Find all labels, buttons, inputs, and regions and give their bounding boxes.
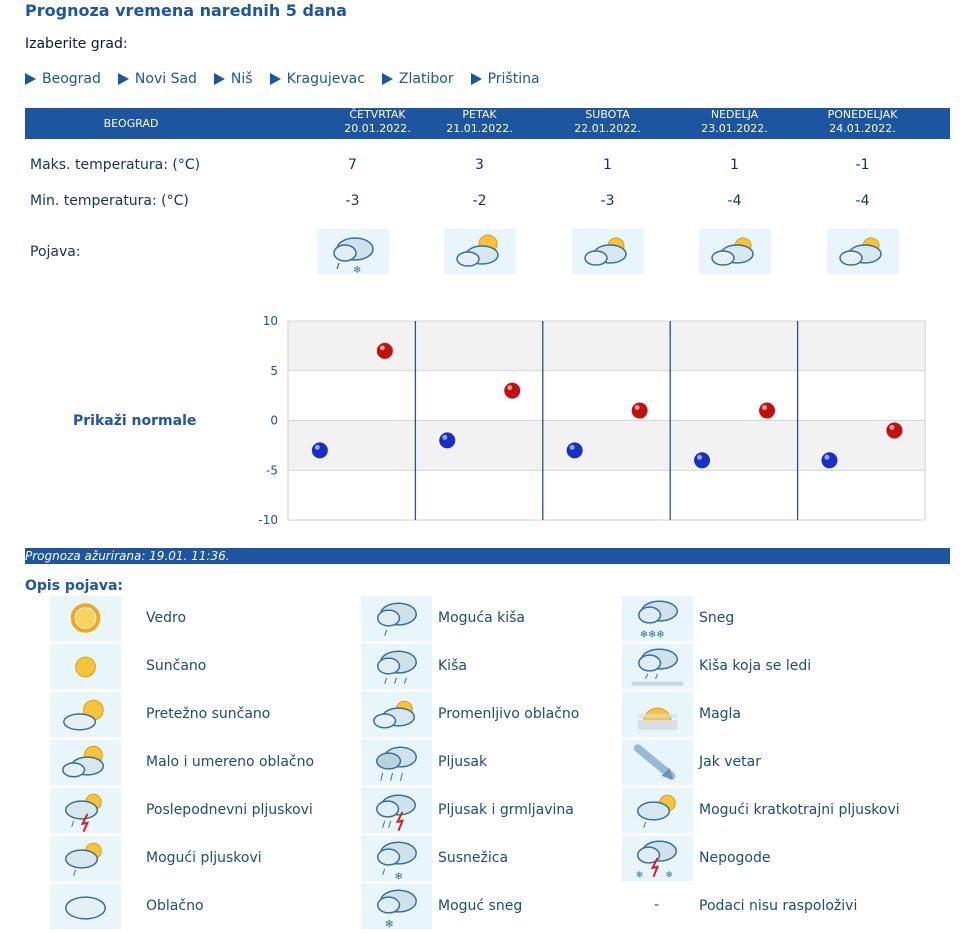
legend-label: Mogući pljuskovi: [146, 850, 262, 866]
fog-icon: [622, 692, 693, 737]
arrow-right-icon: [214, 73, 225, 85]
max-temp-point: [632, 403, 648, 419]
legend-label: Jak vetar: [699, 754, 761, 770]
day-name: PETAK: [462, 108, 497, 121]
legend-label: Oblačno: [146, 898, 204, 914]
legend-label: Mogući kratkotrajni pljuskovi: [699, 802, 900, 818]
min-temp-value: -3: [345, 193, 360, 209]
arrow-right-icon: [471, 73, 482, 85]
min-temp-value: -3: [600, 193, 615, 209]
day-header: [544, 108, 671, 136]
city-link-nis[interactable]: [214, 71, 253, 87]
y-tick-label: -10: [258, 513, 278, 527]
day-name: SUBOTA: [585, 108, 630, 121]
strong-wind-icon: [622, 740, 693, 785]
min-temp-point: [312, 442, 328, 458]
phenomenon-label: Pojava:: [30, 244, 81, 260]
y-tick-label: -5: [266, 463, 278, 478]
y-tick-label: 10: [262, 314, 278, 328]
little-moderate-cloudy-icon: [50, 740, 121, 785]
clear-sun-icon: [50, 596, 121, 641]
max-temp-value: 7: [348, 157, 357, 173]
legend-label: Sunčano: [146, 658, 207, 674]
city-list: [25, 71, 557, 87]
page-title: Prognoza vremena narednih 5 dana: [25, 1, 347, 20]
legend-label: Malo i umereno oblačno: [146, 754, 315, 770]
city-link-zlatibor[interactable]: [382, 71, 454, 87]
rain-icon: [361, 644, 432, 689]
variable-cloudy-icon: [699, 229, 771, 274]
chart-band: [288, 371, 925, 421]
point-highlight: [570, 445, 575, 450]
forecast-table-header: [25, 108, 950, 139]
max-temp-point: [759, 403, 775, 419]
point-highlight: [762, 405, 767, 410]
possible-brief-showers-icon: [622, 788, 693, 833]
arrow-right-icon: [118, 73, 129, 85]
min-temp-value: -4: [727, 193, 742, 209]
temperature-chart: [0, 300, 975, 540]
max-temp-label: Maks. temperatura: (°C): [30, 157, 201, 173]
legend-label: Kiša koja se ledi: [699, 658, 812, 674]
city-link-pristina[interactable]: [471, 71, 540, 87]
min-temp-point: [567, 442, 583, 458]
min-temp-value: -4: [855, 193, 870, 209]
city-label: Niš: [230, 71, 253, 87]
legend-label: Podaci nisu raspoloživi: [699, 898, 858, 914]
max-temp-value: -1: [855, 157, 870, 173]
legend-label: Vedro: [146, 610, 187, 626]
min-temp-point: [821, 452, 837, 468]
min-temp-point: [694, 452, 710, 468]
day-header: [671, 108, 798, 136]
point-highlight: [442, 435, 447, 440]
variable-cloudy-icon: [572, 229, 644, 274]
legend-label: Magla: [699, 706, 742, 722]
point-highlight: [889, 425, 894, 430]
forecast-updated-text: Prognoza ažurirana: 19.01. 11:36.: [25, 549, 230, 563]
legend-label: Pretežno sunčano: [146, 706, 271, 722]
show-normals-link[interactable]: Prikaži normale: [73, 413, 197, 429]
arrow-right-icon: [25, 73, 36, 85]
possible-showers-icon: [50, 836, 121, 881]
legend-label: Moguć sneg: [438, 898, 523, 914]
day-date: 20.01.2022.: [344, 122, 411, 135]
point-highlight: [507, 385, 512, 390]
max-temp-value: 3: [475, 157, 484, 173]
afternoon-showers-icon: [50, 788, 121, 833]
variable-cloudy-icon: [361, 692, 432, 737]
city-label: Beograd: [42, 71, 101, 87]
day-name: ČETVRTAK: [349, 108, 406, 121]
city-label: Kragujevac: [286, 71, 365, 87]
day-date: 23.01.2022.: [701, 122, 768, 135]
point-highlight: [315, 445, 320, 450]
variable-cloudy-icon: [827, 229, 899, 274]
snow-icon: [622, 596, 693, 641]
max-temp-value: 1: [730, 157, 739, 173]
day-name: PONEDELJAK: [827, 108, 898, 121]
legend-title: Opis pojava:: [25, 578, 123, 594]
storms-icon: [622, 836, 693, 881]
svg-text:❄: ❄: [394, 871, 403, 881]
legend-label: Susnežica: [438, 850, 509, 866]
day-header: [416, 108, 543, 136]
legend-label: Pljusak i grmljavina: [438, 802, 574, 818]
sleet-icon: [361, 836, 432, 881]
point-highlight: [824, 455, 829, 460]
possible-rain-icon: [361, 596, 432, 641]
legend-label: Nepogode: [699, 850, 771, 866]
day-header: [799, 108, 926, 136]
legend-label: Promenljivo oblačno: [438, 706, 580, 722]
min-temp-value: -2: [472, 193, 487, 209]
point-highlight: [697, 455, 702, 460]
sunny-icon: [50, 644, 121, 689]
legend-label: Sneg: [699, 610, 735, 626]
day-date: 21.01.2022.: [446, 122, 513, 135]
day-date: 24.01.2022.: [829, 122, 896, 135]
city-link-beograd[interactable]: [25, 71, 101, 87]
svg-text:❄: ❄: [635, 870, 644, 881]
choose-city-label: Izaberite grad:: [25, 36, 128, 52]
min-temp-label: Min. temperatura: (°C): [30, 193, 189, 209]
chart-band: [288, 470, 925, 520]
legend-label: Poslepodnevni pljuskovi: [146, 802, 313, 818]
possible-snow-icon: [317, 229, 389, 274]
legend-label: Kiša: [438, 658, 467, 674]
svg-text:❄❄❄: ❄❄❄: [639, 629, 665, 641]
arrow-right-icon: [270, 73, 281, 85]
possible-snow-icon: [361, 884, 432, 929]
shower-icon: [361, 740, 432, 785]
day-name: NEDELJA: [710, 108, 759, 121]
y-tick-label: 5: [270, 363, 278, 378]
legend-label: Pljusak: [438, 754, 488, 770]
city-label: Priština: [487, 71, 540, 87]
city-header: BEOGRAD: [103, 117, 159, 130]
min-temp-point: [439, 432, 455, 448]
mostly-sunny-icon: [50, 692, 121, 737]
arrow-right-icon: [382, 73, 393, 85]
y-tick-label: 0: [270, 413, 278, 428]
max-temp-point: [886, 422, 902, 438]
svg-text:❄: ❄: [384, 917, 394, 929]
cloudy-icon: [50, 884, 121, 929]
city-label: Zlatibor: [398, 71, 454, 87]
day-date: 22.01.2022.: [574, 122, 641, 135]
max-temp-point: [504, 383, 520, 399]
freezing-rain-icon: [622, 644, 693, 689]
legend-label: Moguća kiša: [438, 610, 526, 626]
little-moderate-cloudy-icon: [444, 229, 516, 274]
city-label: Novi Sad: [134, 71, 197, 87]
svg-text:❄: ❄: [353, 265, 362, 274]
max-temp-point: [377, 343, 393, 359]
svg-text:❄: ❄: [665, 870, 673, 881]
thunder-shower-icon: [361, 788, 432, 833]
city-link-novi-sad[interactable]: [118, 71, 197, 87]
city-link-kragujevac[interactable]: [270, 71, 365, 87]
forecast-updated-bar: [25, 548, 950, 564]
point-highlight: [635, 405, 640, 410]
no-data-symbol: -: [654, 897, 660, 913]
point-highlight: [380, 345, 385, 350]
max-temp-value: 1: [603, 157, 612, 173]
